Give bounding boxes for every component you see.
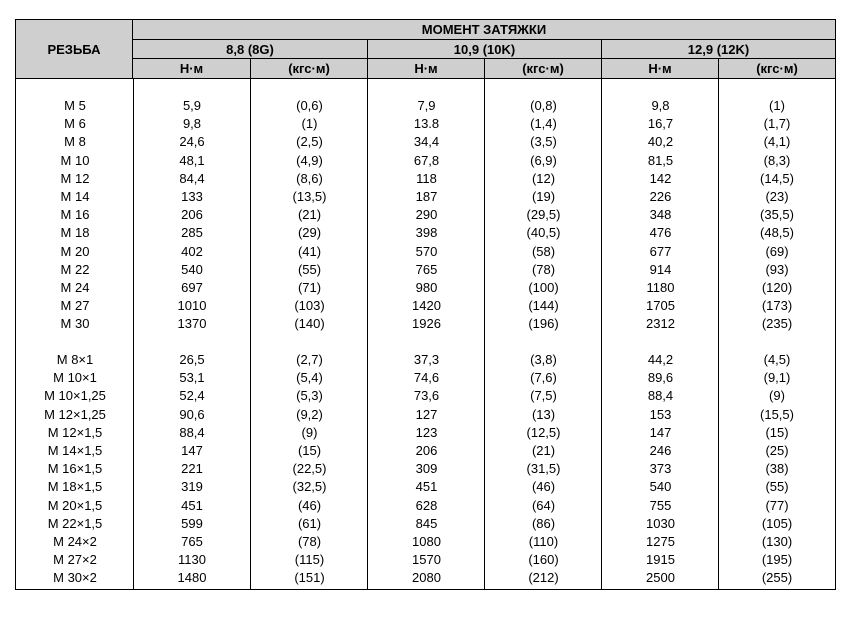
torque-value: (3,8) (530, 352, 557, 367)
torque-value: (140) (294, 316, 325, 332)
torque-value: 309 (415, 461, 438, 477)
torque-value: 1130 (178, 552, 206, 568)
torque-value: 451 (415, 479, 438, 495)
torque-value: (151) (294, 570, 325, 586)
torque-value: (23) (765, 189, 789, 204)
torque-value: (130) (761, 534, 793, 549)
torque-value: (48,5) (760, 225, 794, 241)
torque-value: (9,1) (763, 370, 791, 386)
torque-value: (2,7) (296, 352, 323, 367)
thread-size: М 24 (60, 280, 90, 295)
thread-size: М 27 (60, 298, 90, 314)
torque-value: 34,4 (413, 134, 440, 150)
torque-value: (9,2) (296, 406, 323, 422)
torque-value: (35,5) (760, 207, 794, 223)
torque-value: (78) (531, 261, 556, 277)
torque-value: (38) (765, 461, 789, 477)
torque-value: (5,4) (296, 370, 323, 386)
torque-value: (29) (297, 225, 322, 241)
class-header: 10,9 (10K) (368, 40, 602, 59)
torque-value: (12) (531, 170, 556, 186)
torque-value: 9,8 (651, 98, 670, 113)
thread-size: М 16×1,5 (47, 461, 103, 477)
torque-value: (55) (765, 479, 789, 495)
torque-value: 73,6 (413, 388, 440, 404)
torque-value: 16,7 (647, 116, 674, 132)
thread-size: М 16 (60, 207, 90, 223)
torque-value: 570 (415, 243, 438, 259)
torque-value: 226 (649, 189, 672, 204)
torque-value: 1370 (177, 316, 207, 332)
torque-value: (9) (769, 388, 785, 404)
thread-size: М 20×1,5 (47, 497, 103, 513)
torque-value: 187 (415, 189, 438, 204)
thread-size: М 8×1 (56, 352, 94, 367)
torque-value: (21) (297, 207, 322, 223)
torque-value: (15) (297, 443, 322, 458)
thread-size: М 27×2 (53, 552, 97, 568)
torque-value: (120) (761, 280, 793, 295)
thread-size: М 22×1,5 (47, 515, 103, 531)
torque-value: (55) (297, 261, 322, 277)
torque-value: 81,5 (647, 152, 674, 168)
torque-value: 1080 (412, 534, 441, 549)
torque-value: 398 (415, 225, 438, 241)
torque-value: (115) (294, 552, 325, 568)
torque-value: 84,4 (179, 170, 205, 186)
thread-size: М 30×2 (53, 570, 97, 586)
torque-value: 89,6 (647, 370, 674, 386)
torque-value: 540 (649, 479, 672, 495)
torque-value: 373 (649, 461, 672, 477)
torque-value: 1010 (177, 298, 207, 314)
torque-value: 246 (649, 443, 672, 458)
torque-value: 37,3 (413, 352, 440, 367)
torque-value: (25) (765, 443, 789, 458)
torque-value: (7,6) (530, 370, 557, 386)
torque-value: 48,1 (179, 152, 205, 168)
torque-value: (1) (769, 98, 785, 113)
torque-value: (6,9) (530, 152, 557, 168)
torque-value: 1030 (646, 515, 675, 531)
torque-value: (15,5) (760, 406, 794, 422)
torque-value: 348 (649, 207, 672, 223)
thread-size: М 30 (60, 316, 90, 332)
thread-size: М 20 (60, 243, 90, 259)
torque-value: 599 (181, 515, 203, 531)
torque-value: (22,5) (292, 461, 327, 477)
torque-value: (15) (765, 424, 789, 440)
torque-value: 1180 (646, 280, 675, 295)
torque-value: 147 (181, 443, 203, 458)
torque-value: 88,4 (647, 388, 674, 404)
thread-size: М 18×1,5 (47, 479, 103, 495)
torque-value: 2500 (646, 570, 675, 586)
torque-value: 628 (415, 497, 438, 513)
torque-value: 476 (649, 225, 672, 241)
torque-value: (7,5) (530, 388, 557, 404)
torque-value: 5,9 (182, 98, 202, 113)
torque-value: 24,6 (179, 134, 205, 150)
torque-value: 1275 (646, 534, 675, 549)
unit-header: Н·м (602, 59, 719, 79)
torque-value: 285 (181, 225, 203, 241)
torque-value: (29,5) (526, 207, 561, 223)
torque-value: 697 (181, 280, 203, 295)
torque-value: 1915 (646, 552, 675, 568)
torque-value: (1,7) (763, 116, 791, 132)
torque-value: 26,5 (179, 352, 205, 367)
torque-value: 206 (415, 443, 438, 458)
torque-value: (103) (294, 298, 325, 314)
torque-value: (5,3) (296, 388, 323, 404)
thread-size: М 22 (60, 261, 90, 277)
torque-value: (100) (528, 280, 559, 295)
thread-size: М 14×1,5 (47, 443, 103, 458)
torque-value: (13) (531, 406, 556, 422)
torque-value: 540 (181, 261, 203, 277)
unit-header: Н·м (133, 59, 251, 79)
torque-value: (105) (761, 515, 793, 531)
torque-value: (255) (761, 570, 793, 586)
torque-value: (3,5) (530, 134, 557, 150)
torque-value: 451 (181, 497, 203, 513)
torque-value: 127 (415, 406, 438, 422)
torque-value: 221 (181, 461, 203, 477)
torque-value: 7,9 (417, 98, 436, 113)
torque-value: 914 (649, 261, 672, 277)
torque-value: (4,9) (296, 152, 323, 168)
torque-value: (212) (528, 570, 559, 586)
torque-value: (0,6) (296, 98, 323, 113)
torque-value: 142 (649, 170, 672, 186)
torque-value: 2312 (646, 316, 675, 332)
torque-value: (69) (765, 243, 789, 259)
thread-size: М 18 (60, 225, 90, 241)
torque-value: 44,2 (647, 352, 674, 367)
torque-value: 290 (415, 207, 438, 223)
torque-value: (196) (528, 316, 559, 332)
torque-value: 677 (649, 243, 672, 259)
torque-value: 2080 (412, 570, 441, 586)
torque-value: 147 (649, 424, 672, 440)
torque-value: 1420 (412, 298, 441, 314)
torque-value: 90,6 (179, 406, 205, 422)
torque-value: (40,5) (526, 225, 561, 241)
torque-value: (46) (531, 479, 556, 495)
torque-value: 765 (181, 534, 203, 549)
torque-value: (93) (765, 261, 789, 277)
torque-value: 153 (649, 406, 672, 422)
torque-value: (32,5) (292, 479, 327, 495)
torque-value: 53,1 (179, 370, 205, 386)
thread-size: М 5 (64, 98, 86, 113)
torque-value: 319 (181, 479, 203, 495)
torque-value: (8,3) (763, 152, 791, 168)
torque-value: 1480 (177, 570, 207, 586)
thread-size: М 12×1,25 (44, 406, 106, 422)
torque-value: 1926 (412, 316, 441, 332)
torque-value: (77) (765, 497, 789, 513)
torque-value: 118 (416, 170, 437, 186)
torque-value: 755 (649, 497, 672, 513)
torque-value: (110) (528, 534, 559, 549)
torque-header: МОМЕНТ ЗАТЯЖКИ (133, 20, 835, 40)
thread-size: М 14 (60, 189, 90, 204)
class-header: 12,9 (12K) (602, 40, 835, 59)
torque-value: 13.8 (413, 116, 440, 132)
unit-header: (кгс·м) (719, 59, 835, 79)
torque-value: (0,8) (530, 98, 557, 113)
torque-value: 402 (181, 243, 203, 259)
torque-value: 88,4 (179, 424, 205, 440)
class-header: 8,8 (8G) (133, 40, 368, 59)
torque-value: (78) (297, 534, 322, 549)
torque-value: (14,5) (760, 170, 794, 186)
torque-value: 133 (181, 189, 203, 204)
torque-value: (8,6) (296, 170, 323, 186)
torque-value: 74,6 (413, 370, 440, 386)
torque-value: (160) (528, 552, 559, 568)
torque-value: 845 (415, 515, 438, 531)
torque-value: (1,4) (530, 116, 557, 132)
torque-value: (46) (297, 497, 322, 513)
torque-value: (1) (301, 116, 318, 132)
torque-value: 67,8 (413, 152, 440, 168)
torque-value: 765 (415, 261, 438, 277)
torque-value: (86) (531, 515, 556, 531)
torque-value: (64) (531, 497, 556, 513)
torque-table (15, 19, 836, 590)
torque-value: (21) (531, 443, 556, 458)
thread-size: М 24×2 (53, 534, 97, 549)
torque-value: (4,1) (763, 134, 791, 150)
unit-header: (кгс·м) (485, 59, 602, 79)
torque-value: (12,5) (526, 424, 561, 440)
torque-value: (9) (301, 424, 318, 440)
thread-size: М 10×1,25 (44, 388, 106, 404)
thread-size: М 10 (60, 152, 90, 168)
thread-size: М 12 (60, 170, 90, 186)
torque-value: 1570 (412, 552, 441, 568)
unit-header: (кгс·м) (251, 59, 368, 79)
torque-value: 206 (181, 207, 203, 223)
torque-value: (2,5) (296, 134, 323, 150)
torque-value: (235) (761, 316, 793, 332)
torque-value: (61) (297, 515, 322, 531)
thread-size: М 12×1,5 (47, 424, 103, 440)
torque-value: 980 (415, 280, 438, 295)
torque-value: 1705 (646, 298, 675, 314)
torque-value: (13,5) (292, 189, 327, 204)
torque-value: (4,5) (763, 352, 791, 367)
thread-size: М 10×1 (53, 370, 97, 386)
torque-value: (19) (531, 189, 556, 204)
torque-value: (58) (531, 243, 556, 259)
torque-value: (41) (297, 243, 322, 259)
torque-value: 123 (415, 424, 438, 440)
unit-header: Н·м (368, 59, 485, 79)
thread-header: РЕЗЬБА (16, 20, 133, 79)
thread-size: М 8 (64, 134, 86, 150)
torque-value: 9,8 (182, 116, 202, 132)
torque-value: (144) (528, 298, 559, 314)
torque-value: (173) (761, 298, 793, 314)
torque-value: (31,5) (526, 461, 561, 477)
torque-value: 40,2 (647, 134, 674, 150)
thread-size: М 6 (64, 116, 86, 132)
torque-value: 52,4 (179, 388, 205, 404)
torque-value: (71) (297, 280, 322, 295)
torque-value: (195) (761, 552, 793, 568)
